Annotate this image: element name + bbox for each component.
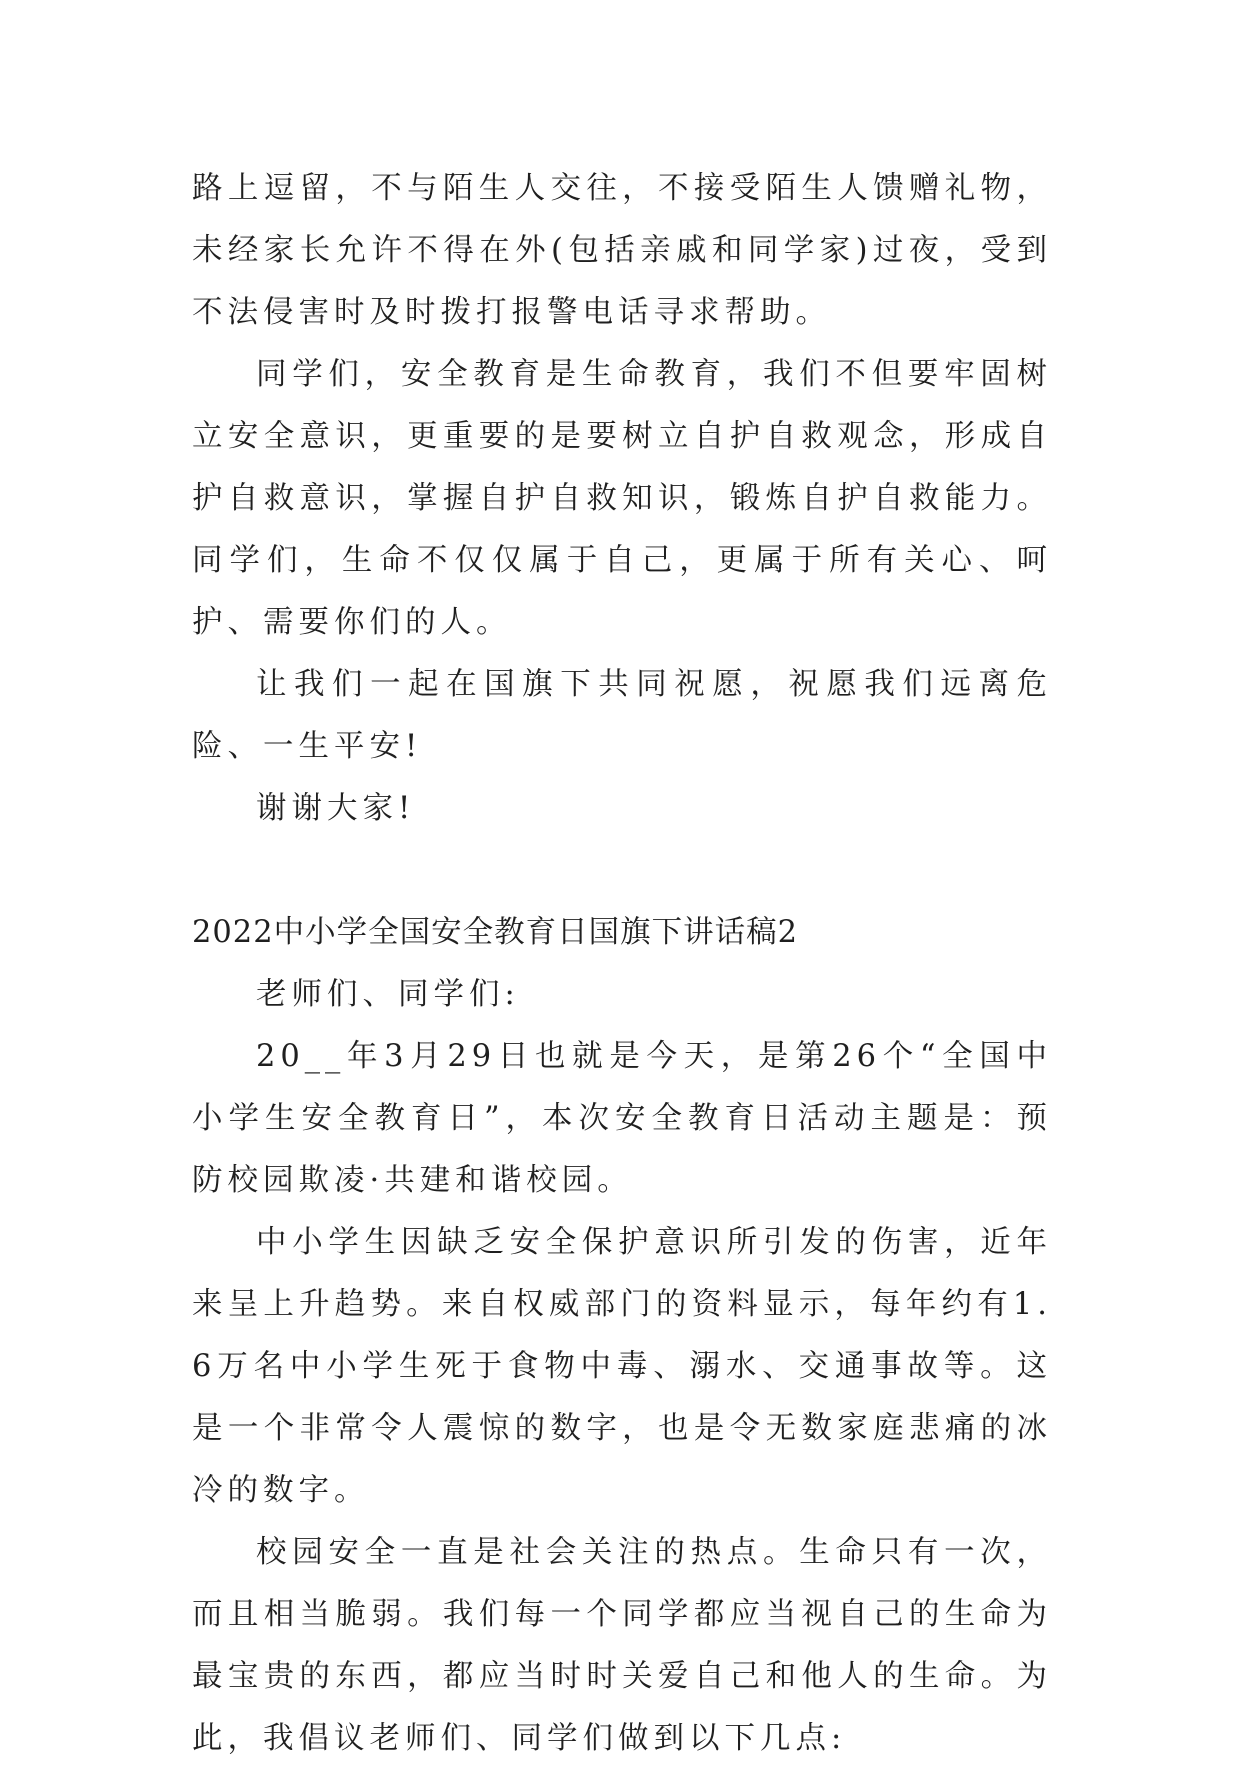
paragraph-date-theme: 20__年3月29日也就是今天，是第26个“全国中小学生安全教育日”，本次安全教育日活动主题是：预防校园欺凌·共建和谐校园。 <box>192 1039 1052 1198</box>
paragraph-campus-safety: 校园安全一直是社会关注的热点。生命只有一次，而且相当脆弱。我们每一个同学都应当视自己的生命为最宝贵的东西，都应当时时关爱自己和他人的生命。为此，我倡议老师们、同学们做到以下几点: <box>192 1535 1052 1756</box>
paragraph-thanks: 谢谢大家! <box>256 791 416 826</box>
paragraph-safety-education: 同学们，安全教育是生命教育，我们不但要牢固树立安全意识，更重要的是要树立自护自救观念，形成自护自救意识，掌握自护自救知识，锻炼自护自救能力。同学们，生命不仅仅属于自己，更属于所有关心、呵护、需要你们的人。 <box>192 357 1052 640</box>
document-body <box>192 158 1052 1770</box>
paragraph-continued: 路上逗留，不与陌生人交往，不接受陌生人馈赠礼物，未经家长允许不得在外(包括亲戚和同学家)过夜，受到不法侵害时及时拨打报警电话寻求帮助。 <box>192 171 1052 330</box>
section-title: 2022中小学全国安全教育日国旗下讲话稿2 <box>192 915 799 950</box>
paragraph-statistics: 中小学生因缺乏安全保护意识所引发的伤害，近年来呈上升趋势。来自权威部门的资料显示，每年约有1.6万名中小学生死于食物中毒、溺水、交通事故等。这是一个非常令人震惊的数字，也是令无数家庭悲痛的冰冷的数字。 <box>192 1225 1052 1508</box>
paragraph-wish: 让我们一起在国旗下共同祝愿，祝愿我们远离危险、一生平安! <box>192 667 1052 764</box>
paragraph-greeting: 老师们、同学们: <box>256 977 520 1012</box>
